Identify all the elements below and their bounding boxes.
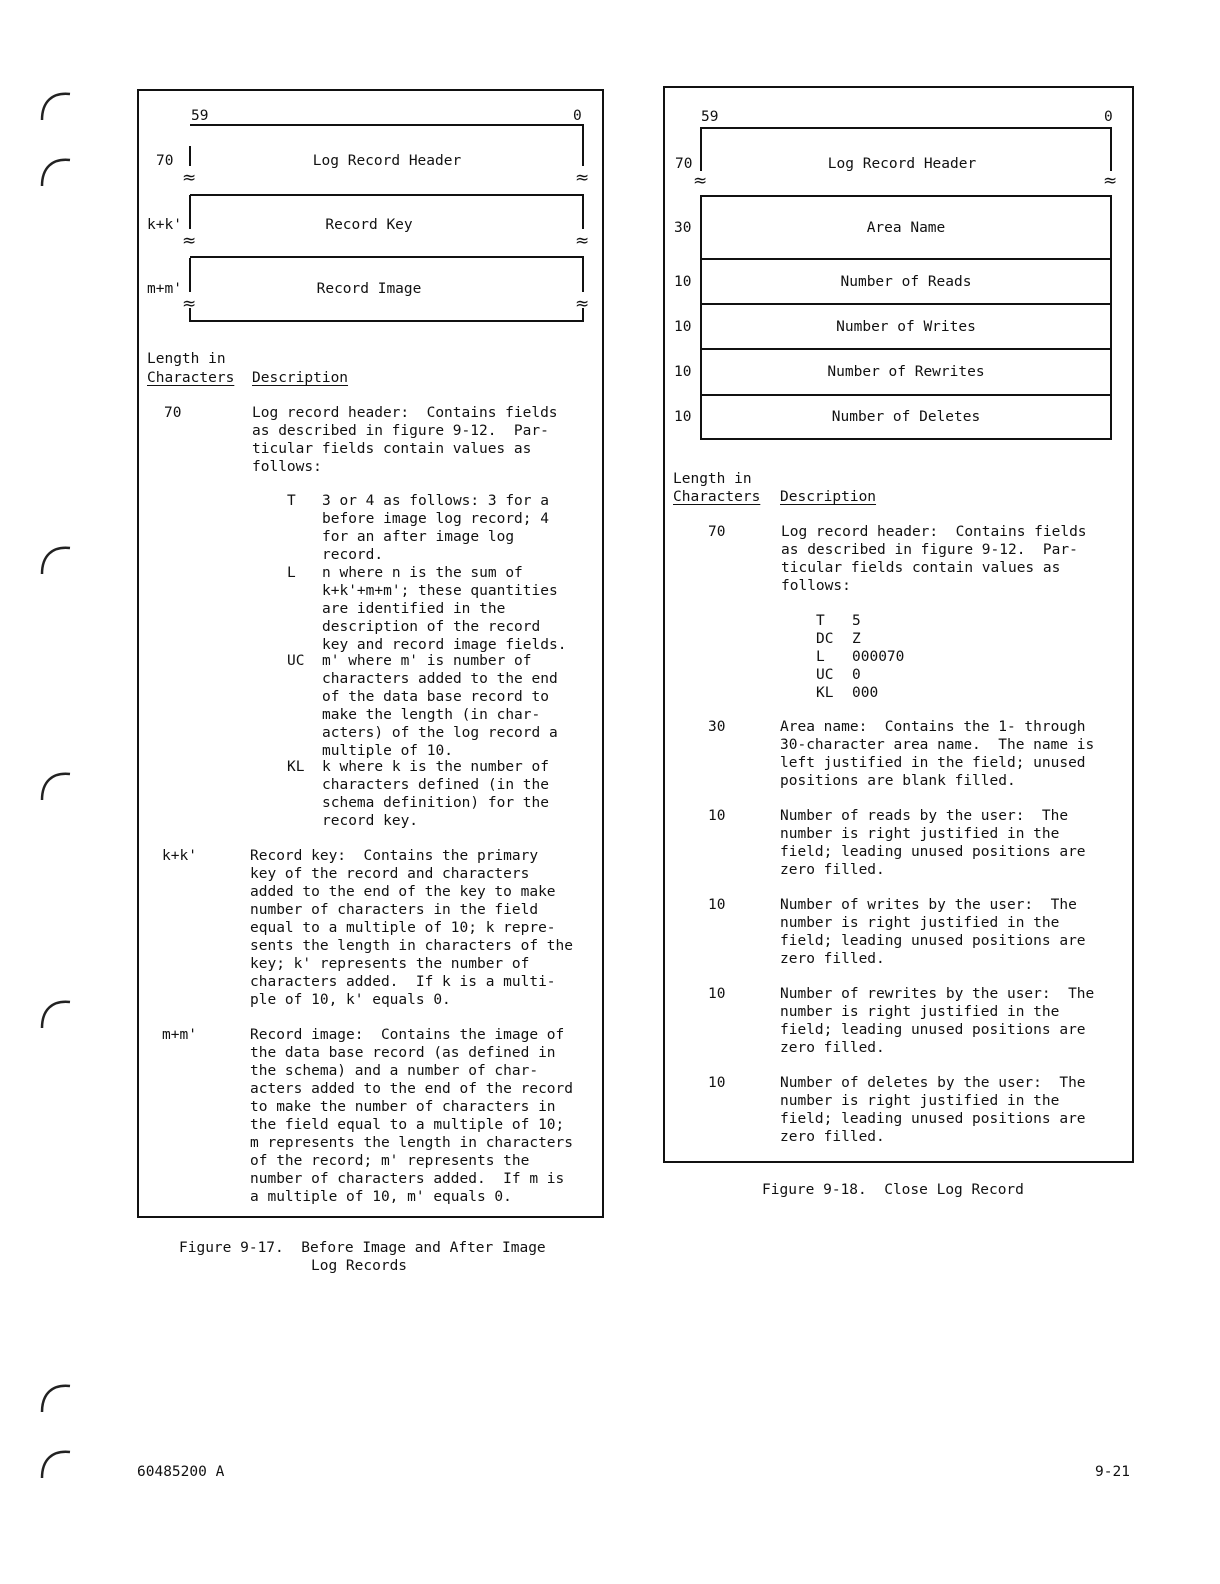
value-code: UC: [816, 667, 834, 683]
row-description: Record key: Contains the primary key of the record and characters added to the end of the key to make number of characters in the field equal to a multiple of 10; k repre- sents the length in characters of the key; k' represents the number of characters added. If k is a multi- ple of 10, k' equals 0.: [250, 848, 574, 1008]
subfield-code: UC: [287, 653, 305, 669]
punch-hole-mark: [38, 86, 74, 122]
break-mark-icon: ≈: [182, 168, 197, 188]
field-box: [700, 195, 1112, 260]
field-box: [700, 394, 1112, 440]
word-top-rule: [701, 127, 1112, 129]
row-description: Number of rewrites by the user: The number is right justified in the field; leading unused positions are zero filled.: [780, 986, 1095, 1056]
row-length: 10: [708, 986, 726, 1002]
row-description: Number of writes by the user: The number is right justified in the field; leading unused positions are zero filled.: [780, 897, 1086, 967]
break-mark-icon: ≈: [182, 231, 197, 251]
row-description: Record image: Contains the image of the data base record (as defined in the schema) and a number of char- acters added to the end of the record to make the number of characters in the field equal to a multiple of 10; m represents the length in characters of the record; m' represents the number of characters added. If m is a multiple of 10, m' equals 0.: [250, 1027, 574, 1205]
column-header-length: Characters: [147, 370, 235, 386]
row-description: Area name: Contains the 1- through 30-character area name. The name is left justified in the field; unused positions are blank filled.: [780, 719, 1095, 789]
column-header-length: Length in: [147, 351, 226, 367]
field-length: 10: [674, 364, 692, 380]
subfield-text: n where n is the sum of k+k'+m+m'; these quantities are identified in the description of the record key and record image fields.: [322, 565, 567, 653]
page-number: 9-21: [1095, 1464, 1130, 1480]
field-divider: [190, 256, 584, 258]
field-box: [700, 303, 1112, 350]
field-length: 10: [674, 319, 692, 335]
field-length: 10: [674, 274, 692, 290]
value: 5: [852, 613, 861, 629]
field-length: 10: [674, 409, 692, 425]
field-length: 70: [675, 156, 693, 172]
field-name: Log Record Header: [312, 153, 462, 169]
column-header-description: Description: [780, 489, 877, 505]
value: 0: [852, 667, 861, 683]
field-name: Record Key: [325, 217, 413, 233]
subfield-text: k where k is the number of characters defined (in the schema definition) for the record key.: [322, 759, 549, 829]
document-number: 60485200 A: [137, 1464, 225, 1480]
punch-hole-mark: [38, 994, 74, 1030]
row-length: 70: [164, 405, 182, 421]
row-length: 10: [708, 897, 726, 913]
value: Z: [852, 631, 861, 647]
rail-segment: [1110, 127, 1112, 171]
field-length: 30: [674, 220, 692, 236]
field-name: Area Name: [866, 219, 946, 236]
field-length: m+m': [147, 281, 182, 297]
bit-59-label: 59: [191, 108, 209, 124]
rail-segment: [582, 195, 584, 229]
field-name: Number of Deletes: [831, 409, 981, 425]
subfield-text: m' where m' is number of characters added to the end of the data base record to make the length (in char- acters) of the log record a multiple of 10.: [322, 653, 558, 759]
row-length: k+k': [162, 848, 197, 864]
subfield-code: T: [287, 493, 296, 509]
field-box: [700, 258, 1112, 305]
value-code: DC: [816, 631, 834, 647]
column-header-length: Length in: [673, 471, 752, 487]
punch-hole-mark: [38, 152, 74, 188]
subfield-code: KL: [287, 759, 305, 775]
field-name: Number of Writes: [836, 318, 976, 335]
break-mark-icon: ≈: [1103, 171, 1118, 191]
value-code: L: [816, 649, 825, 665]
bit-0-label: 0: [573, 108, 582, 124]
bit-59-label: 59: [701, 109, 719, 125]
row-length: 30: [708, 719, 726, 735]
value-code: T: [816, 613, 825, 629]
field-name: Number of Reads: [840, 273, 972, 290]
field-name: Record Image: [316, 281, 422, 297]
break-mark-icon: ≈: [575, 168, 590, 188]
subfield-code: L: [287, 565, 296, 581]
break-mark-icon: ≈: [575, 231, 590, 251]
row-description: Number of reads by the user: The number is right justified in the field; leading unused positions are zero filled.: [780, 808, 1086, 878]
subfield-text: 3 or 4 as follows: 3 for a before image log record; 4 for an after image log record.: [322, 493, 549, 563]
word-top-rule: [190, 124, 584, 126]
field-length: k+k': [147, 217, 182, 233]
figure-caption: Figure 9-17. Before Image and After Image: [179, 1240, 546, 1256]
figure-caption: Figure 9-18. Close Log Record: [762, 1182, 1024, 1198]
punch-hole-mark: [38, 1378, 74, 1414]
field-box: [700, 348, 1112, 396]
column-header-length: Characters: [673, 489, 761, 505]
rail-segment: [582, 258, 584, 292]
row-description: Log record header: Contains fields as described in figure 9-12. Par- ticular fields contain values as follows:: [781, 524, 1087, 594]
break-mark-icon: ≈: [693, 171, 708, 191]
row-length: 10: [708, 808, 726, 824]
value: 000: [852, 685, 879, 701]
bit-0-label: 0: [1104, 109, 1113, 125]
punch-hole-mark: [38, 540, 74, 576]
field-name: Log Record Header: [827, 156, 977, 172]
break-mark-icon: ≈: [575, 294, 590, 314]
value: 000070: [852, 649, 905, 665]
row-description: Number of deletes by the user: The number is right justified in the field; leading unused positions are zero filled.: [780, 1075, 1086, 1145]
break-mark-icon: ≈: [182, 294, 197, 314]
punch-hole-mark: [38, 766, 74, 802]
figure-caption: Log Records: [311, 1258, 408, 1274]
word-bottom-rule: [190, 320, 584, 322]
punch-hole-mark: [38, 1444, 74, 1480]
value-code: KL: [816, 685, 834, 701]
field-length: 70: [156, 153, 174, 169]
row-length: m+m': [162, 1027, 197, 1043]
row-description: Log record header: Contains fields as described in figure 9-12. Par- ticular fields contain values as follows:: [252, 405, 558, 475]
column-header-description: Description: [252, 370, 349, 386]
row-length: 10: [708, 1075, 726, 1091]
field-divider: [190, 194, 584, 196]
field-name: Number of Rewrites: [827, 364, 985, 380]
row-length: 70: [708, 524, 726, 540]
